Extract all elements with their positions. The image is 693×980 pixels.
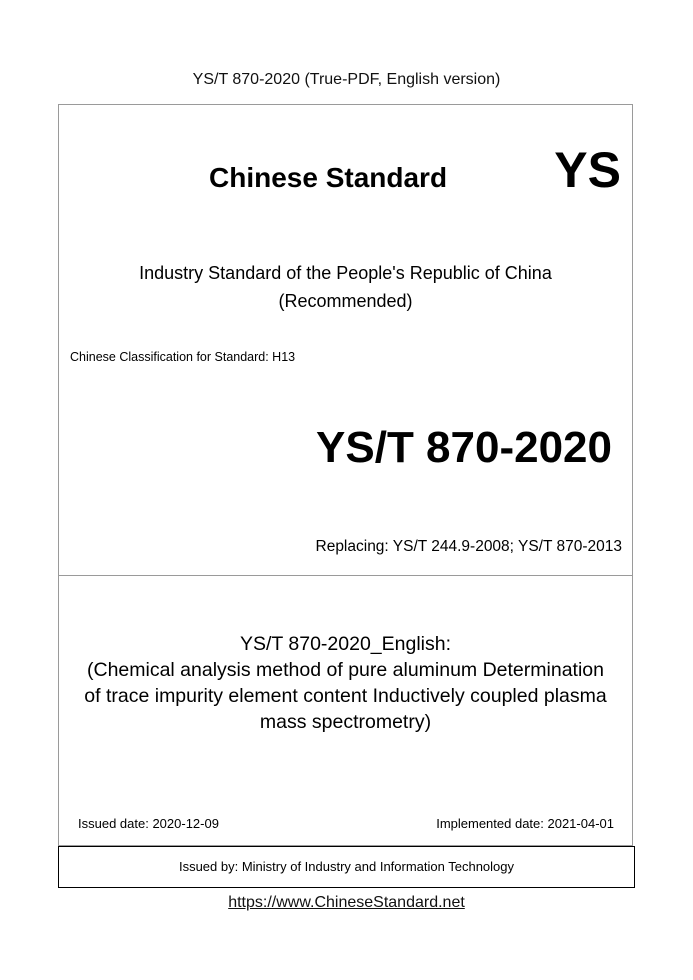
issued-date: Issued date: 2020-12-09 (78, 816, 219, 831)
document-title-line: mass spectrometry) (259, 711, 432, 733)
cover-title: Chinese Standard (209, 162, 448, 193)
standard-number: YS/T 870-2020 (316, 423, 612, 472)
document-title-line: YS/T 870-2020_English: (239, 633, 452, 655)
website-link[interactable]: https://www.ChineseStandard.net (228, 894, 465, 911)
page-header: YS/T 870-2020 (True-PDF, English version) (192, 71, 501, 88)
issuer-box (58, 846, 635, 888)
section-divider (59, 575, 632, 576)
classification-label: Chinese Classification for Standard: H13 (70, 350, 296, 364)
standard-code-letters: YS (554, 142, 621, 198)
recommended-label: (Recommended) (278, 291, 413, 311)
document-title-line: (Chemical analysis method of pure aluminum Determination (87, 659, 604, 681)
industry-standard-line: Industry Standard of the People's Republic of China (139, 263, 552, 283)
document-title-line: of trace impurity element content Inductively coupled plasma (84, 685, 607, 707)
document-title (59, 631, 632, 735)
implemented-date: Implemented date: 2021-04-01 (436, 816, 614, 831)
cover-box (58, 104, 633, 846)
issuer-text: Issued by: Ministry of Industry and Information Technology (178, 859, 515, 874)
replacing-label: Replacing: YS/T 244.9-2008; YS/T 870-2013 (315, 538, 622, 555)
